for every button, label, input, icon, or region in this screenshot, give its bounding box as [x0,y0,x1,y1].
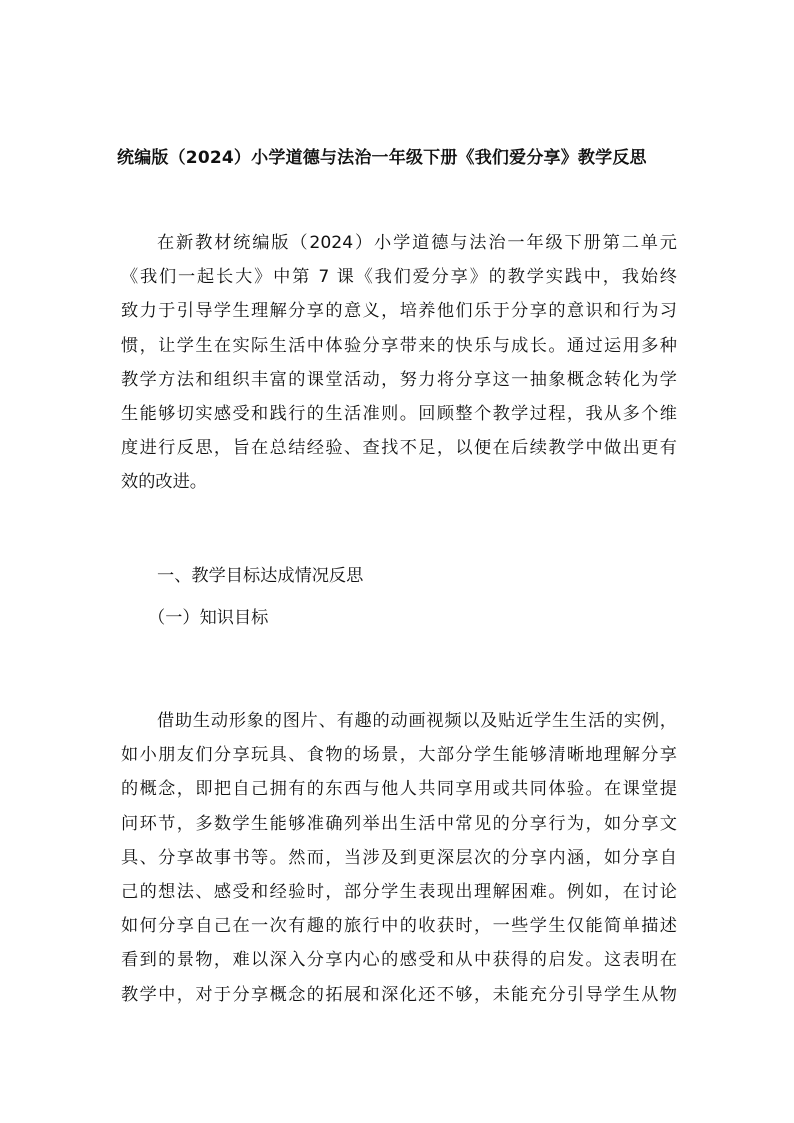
text-line: 惯，让学生在实际生活中体验分享带来的快乐与成长。通过运用多种 [121,335,677,356]
text-line: 《我们一起长大》中第 7 课《我们爱分享》的教学实践中，我始终 [121,267,677,288]
section-heading: 一、教学目标达成情况反思 [157,566,364,586]
text-line: 具、分享故事书等。然而，当涉及到更深层次的分享内涵，如分享自 [121,847,677,868]
text-line: 看到的景物，难以深入分享内心的感受和从中获得的启发。这表明在 [121,950,677,971]
text-line: 效的改进。 [121,472,207,493]
text-line: 如小朋友们分享玩具、食物的场景，大部分学生能够清晰地理解分享 [121,745,677,766]
text-line: 致力于引导学生理解分享的意义，培养他们乐于分享的意识和行为习 [121,301,677,322]
text-line: 生能够切实感受和践行的生活准则。回顾整个教学过程，我从多个维 [121,404,677,425]
text-line: 借助生动形象的图片、有趣的动画视频以及贴近学生生活的实例， [157,711,677,731]
text-line: 教学中，对于分享概念的拓展和深化还不够，未能充分引导学生从物 [121,984,677,1005]
paragraph-knowledge-goal [121,704,677,1012]
text-line: 的概念，即把自己拥有的东西与他人共同享用或共同体验。在课堂提 [121,779,677,800]
text-line: 如何分享自己在一次有趣的旅行中的收获时，一些学生仅能简单描述 [121,916,677,937]
subsection-heading: （一）知识目标 [148,608,269,628]
text-line: 己的想法、感受和经验时，部分学生表现出理解困难。例如，在讨论 [121,882,677,903]
text-line: 度进行反思，旨在总结经验、查找不足，以便在后续教学中做出更有 [121,438,677,459]
text-line: 问环节，多数学生能够准确列举出生活中常见的分享行为，如分享文 [121,813,677,834]
document-title: 统编版（2024）小学道德与法治一年级下册《我们爱分享》教学反思 [117,148,647,168]
paragraph-intro [121,226,677,500]
text-line: 教学方法和组织丰富的课堂活动，努力将分享这一抽象概念转化为学 [121,369,677,390]
text-line: 在新教材统编版（2024）小学道德与法治一年级下册第二单元 [157,233,677,253]
